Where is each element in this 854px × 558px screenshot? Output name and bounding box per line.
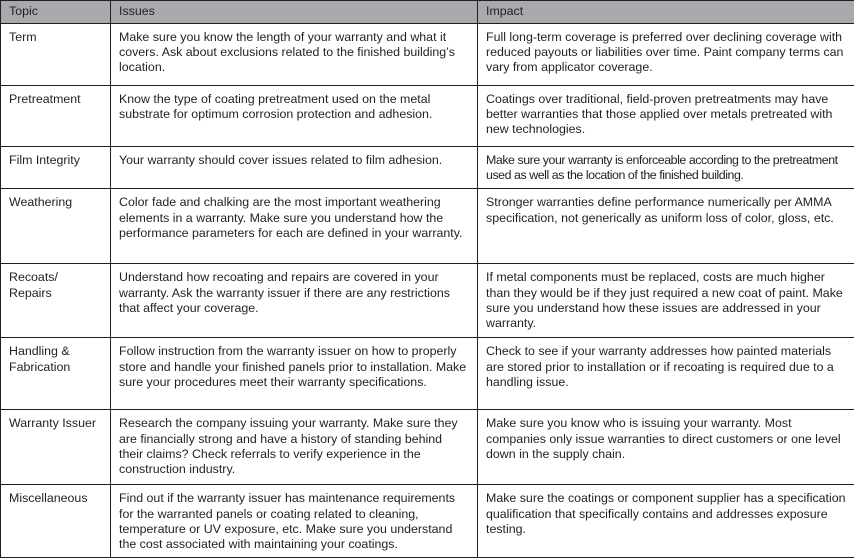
table-row [1,147,854,189]
issues-cell: Make sure you know the length of your warranty and what it covers. Ask about exclusions related to the finished building’s location. [111,24,478,86]
impact-cell: Check to see if your warranty addresses how painted materials are stored prior to installation or if recoating is required due to a handling issue. [478,338,854,410]
table-row [1,24,854,86]
impact-cell: Make sure the coatings or component supplier has a specification qualification that specifically contains and addresses exposure testing. [478,485,854,558]
impact-cell: Full long-term coverage is preferred over declining coverage with reduced payouts or liabilities over time. Paint company terms can vary from applicator coverage. [478,24,854,86]
issues-cell: Understand how recoating and repairs are covered in your warranty. Ask the warranty issuer if there are any restrictions that affect your coverage. [111,264,478,338]
issues-cell: Your warranty should cover issues related to film adhesion. [111,147,478,189]
table-row [1,189,854,264]
topic-cell: Term [1,24,111,86]
topic-cell: Weathering [1,189,111,264]
table-row [1,86,854,147]
header-row [1,1,854,24]
impact-cell: Coatings over traditional, field-proven pretreatments may have better warranties that those applied over metals pretreated with new technologies. [478,86,854,147]
table-row [1,338,854,410]
issues-cell: Know the type of coating pretreatment used on the metal substrate for optimum corrosion protection and adhesion. [111,86,478,147]
issues-cell: Research the company issuing your warranty. Make sure they are financially strong and have a history of standing behind their claims? Check referrals to verify experience in the construction industry. [111,410,478,485]
issues-cell: Follow instruction from the warranty issuer on how to properly store and handle your finished panels prior to installation. Make sure your procedures meet their warranty specifications. [111,338,478,410]
impact-cell: If metal components must be replaced, costs are much higher than they would be if they just required a new coat of paint. Make sure you understand how these issues are addressed in your warranty. [478,264,854,338]
topic-cell: Handling & Fabrication [1,338,111,410]
impact-cell: Make sure your warranty is enforceable according to the pretreatment used as well as the location of the finished building. [478,147,854,189]
topic-cell: Warranty Issuer [1,410,111,485]
impact-column-header: Impact [478,1,854,24]
topic-cell: Recoats/ Repairs [1,264,111,338]
topic-cell: Film Integrity [1,147,111,189]
issues-column-header: Issues [111,1,478,24]
table-row [1,410,854,485]
impact-cell: Make sure you know who is issuing your warranty. Most companies only issue warranties to direct customers or one level down in the supply chain. [478,410,854,485]
table-row [1,485,854,558]
topic-column-header: Topic [1,1,111,24]
issues-cell: Color fade and chalking are the most important weathering elements in a warranty. Make sure you understand how the performance parameters for each are defined in your warranty. [111,189,478,264]
issues-cell: Find out if the warranty issuer has maintenance requirements for the warranted panels or coating related to cleaning, temperature or UV exposure, etc. Make sure you understand the cost associated with maintaining your coatings. [111,485,478,558]
impact-cell: Stronger warranties define performance numerically per AMMA specification, not generically as uniform loss of color, gloss, etc. [478,189,854,264]
topic-cell: Miscellaneous [1,485,111,558]
table-row [1,264,854,338]
topic-cell: Pretreatment [1,86,111,147]
